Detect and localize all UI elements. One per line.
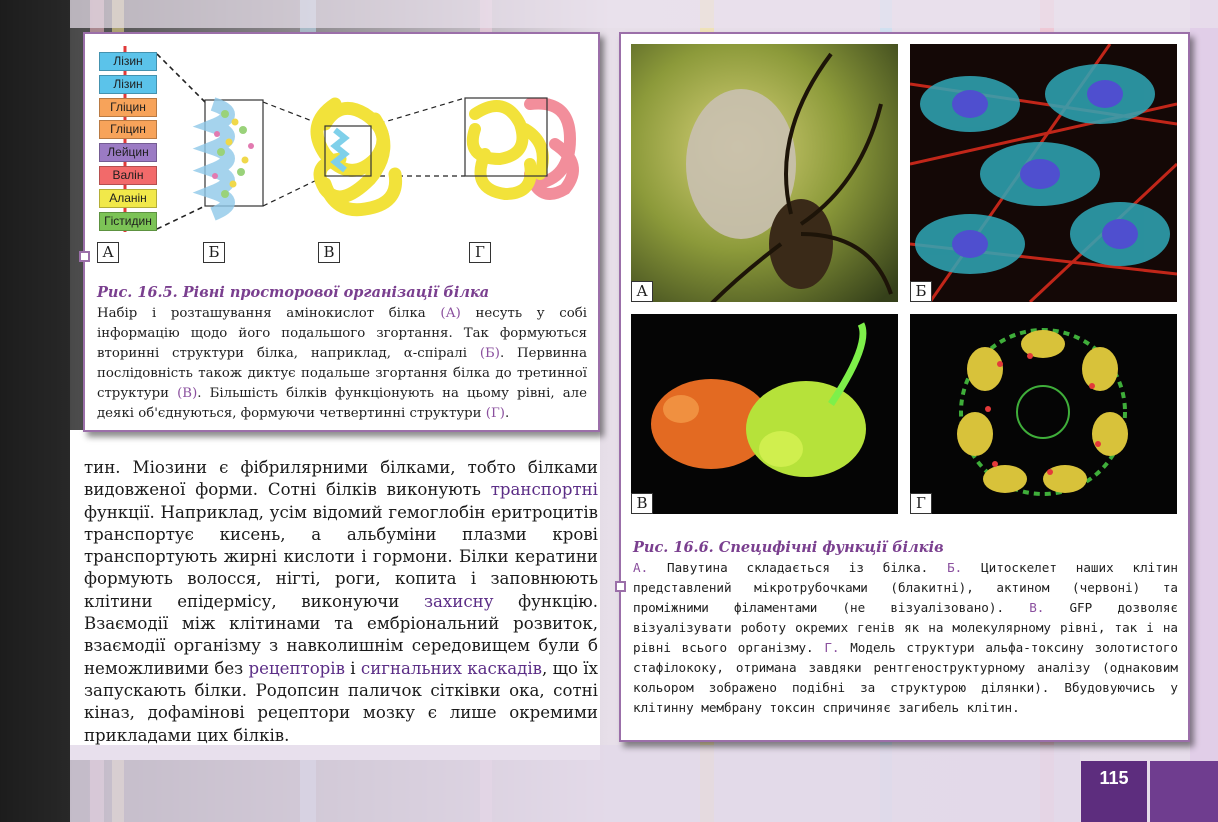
amino-acid-box: Гістидин (99, 212, 157, 231)
amino-acid-box: Аланін (99, 189, 157, 208)
figure-16-6-caption: А. Павутина складається із білка. Б. Цитоскелет наших клітин представлений мікротрубочками (блакитні), актином (червоні) та проміжними філаментами (не візуалізовано). В. GFP дозволяє візуалізувати роботу окремих генів як на молекулярному рівні, так і на рівні всього організму. Г. Модель структури альфа-токсину золотистого стафілококу, отримана завдяки рентгеноструктурному аналізу (однаковим кольором зображено подібні за структурою ділянки). Вбудовуючись у клітинну мембрану токсин спричиняє загибель клітин. (633, 560, 1178, 715)
panel-label-b: Б (203, 242, 225, 263)
body-paragraph: тин. Міозини є фібрилярними білками, тобто білками видовженої форми. Сотні білків виконують транспортні функції. Наприклад, усім відомий гемоглобін еритроцитів транспортує кисень, а альбуміни плазми крові транспортують жирні кислоти і гормони. Білки кератини формують волосся, нігті, роги, копита і заповнюють клітини епідермісу, виконуючи захисну функцію. Взаємодії між клітинами та ембріональний розвиток, взаємодії організму з навколишнім середовищем були б неможливими без рецепторів і сигнальних каскадів, що їх запускають білки. Родопсин паличок сітківки ока, сотні кіназ, дофамінові рецептори мозку є лише окремими прикладами цих білків. (84, 458, 598, 745)
panel-label-a: А (97, 242, 119, 263)
photo-gfp-mice (631, 314, 898, 514)
amino-acid-box: Валін (99, 166, 157, 185)
amino-acid-box: Лізин (99, 52, 157, 71)
photo-spider (631, 44, 898, 302)
page-number-strip (1150, 761, 1218, 822)
protein-structure-diagram (85, 34, 598, 284)
photo-label-g: Г (910, 493, 932, 514)
link-receptors[interactable]: рецепторів (248, 658, 345, 678)
link-transport[interactable]: транспортні (490, 480, 598, 500)
amino-acid-box: Лізин (99, 75, 157, 94)
panel-label-v: В (318, 242, 340, 263)
figure-16-5 (83, 32, 600, 432)
figure-16-6-marker (615, 581, 626, 592)
link-protective[interactable]: захисну (423, 591, 494, 611)
page-number: 115 (1099, 768, 1129, 788)
figure-16-5-title: Рис. 16.5. Рівні просторової організації білка (97, 284, 490, 301)
photo-alpha-toxin (910, 314, 1177, 514)
panel-label-g: Г (469, 242, 491, 263)
photo-label-b: Б (910, 281, 932, 302)
amino-acid-box: Гліцин (99, 98, 157, 117)
figure-16-6-title: Рис. 16.6. Специфічні функції білків (633, 539, 944, 556)
link-signal-cascades[interactable]: сигнальних каскадів (360, 658, 542, 678)
amino-acid-box: Гліцин (99, 120, 157, 139)
figure-16-5-marker (79, 251, 90, 262)
figure-16-5-caption: Набір і розташування амінокислот білка (А) несуть у собі інформацію щодо його подальшого згортання. Так формуються вторинні структури білка, наприклад, α-спіралі (Б). Первинна послідовність також диктує подальше згортання білка до третинної структури (В). Більшість білків функціонують на цьому рівні, але деякі об'єднуються, формуючи четвертинні структури (Г). (97, 306, 587, 421)
figure-16-6 (619, 32, 1190, 742)
photo-cytoskeleton (910, 44, 1177, 302)
photo-label-v: В (631, 493, 653, 514)
photo-label-a: А (631, 281, 653, 302)
amino-acid-box: Лейцин (99, 143, 157, 162)
